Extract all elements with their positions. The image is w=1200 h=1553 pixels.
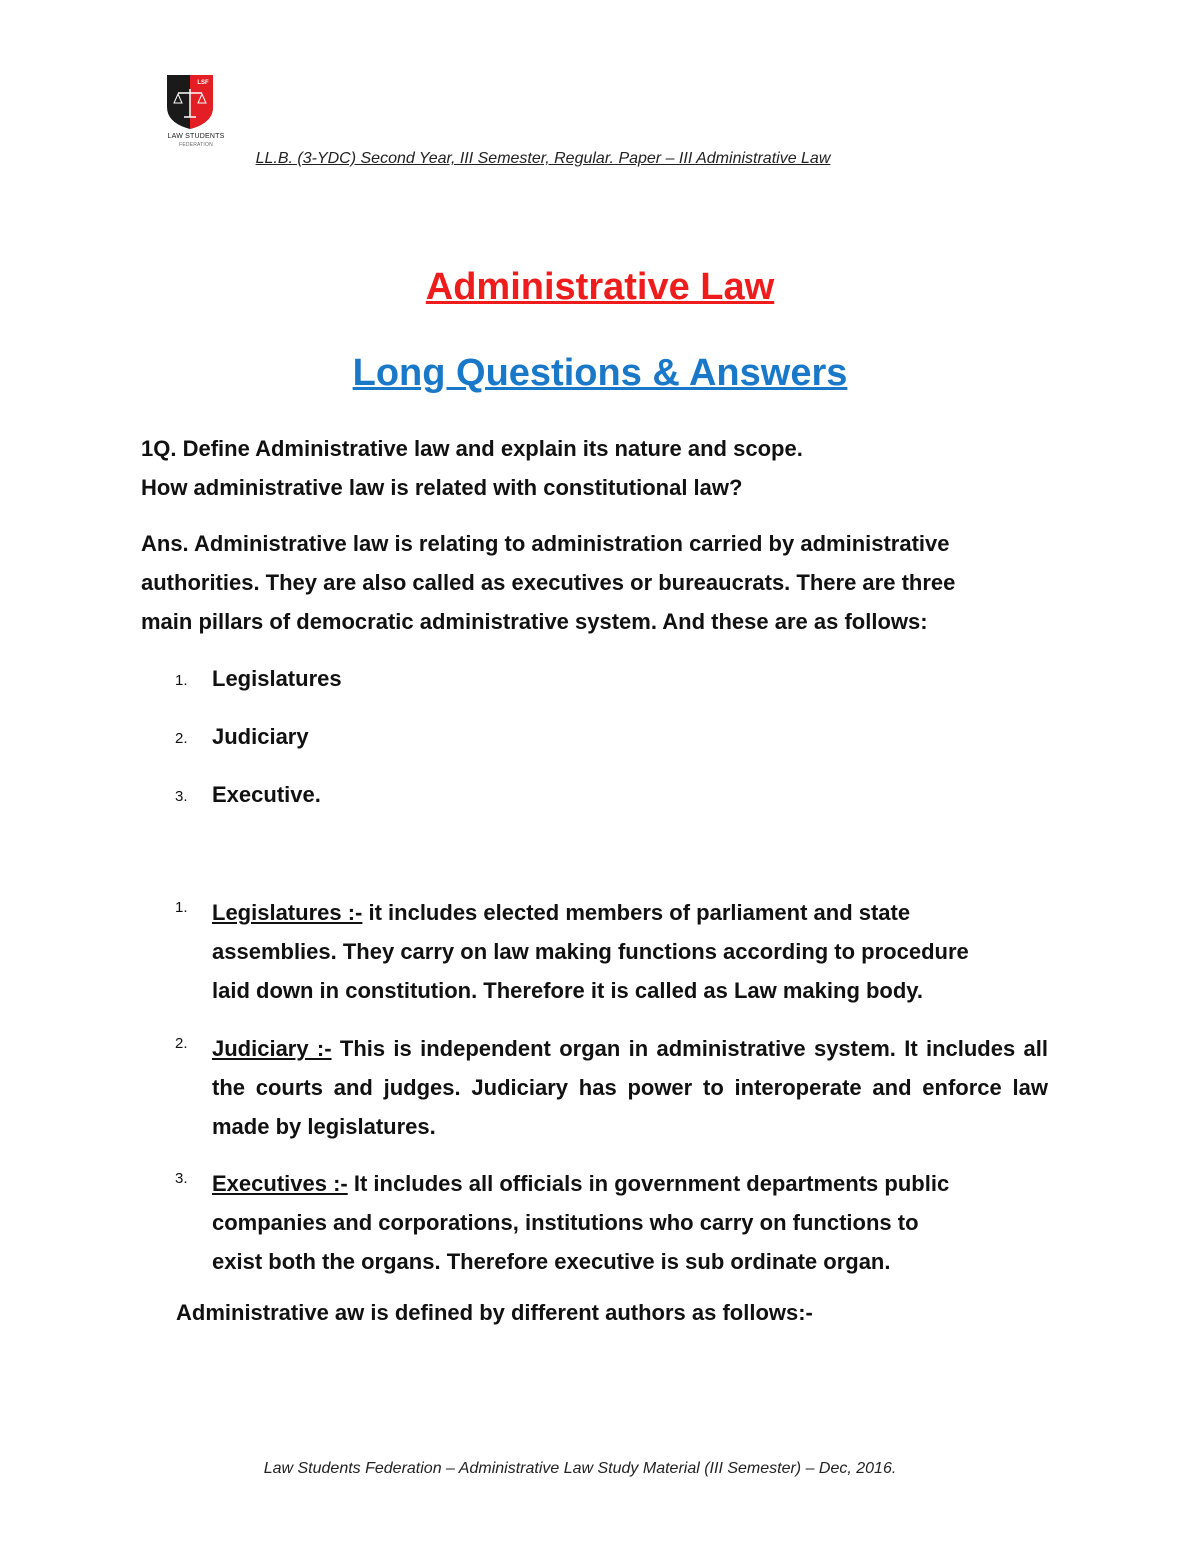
list-number: 3. (175, 1170, 188, 1187)
detail-line-1: it includes elected members of parliament and state (362, 900, 911, 925)
answer-line-1: Ans. Administrative law is relating to administration carried by administrative (141, 531, 950, 556)
detail-text (212, 893, 1048, 1010)
answer-line-3: main pillars of democratic administrative system. And these are as follows: (141, 609, 928, 634)
detail-line-2: companies and corporations, institutions who carry on functions to (212, 1210, 919, 1235)
question-line-1: 1Q. Define Administrative law and explain its nature and scope. (141, 436, 803, 461)
question-line-2: How administrative law is related with constitutional law? (141, 475, 743, 500)
list-label: Executive. (212, 782, 321, 807)
detail-term: Legislatures :- (212, 900, 363, 925)
list-number: 2. (175, 730, 188, 747)
list-number: 1. (175, 899, 188, 916)
logo-caption (163, 133, 229, 149)
detail-line-2: assemblies. They carry on law making functions according to procedure (212, 939, 969, 964)
detail-line-3: exist both the organs. Therefore executive is sub ordinate organ. (212, 1249, 891, 1274)
page-header: LL.B. (3-YDC) Second Year, III Semester, Regular. Paper – III Administrative Law (255, 150, 831, 167)
detail-line-3: laid down in constitution. Therefore it is called as Law making body. (212, 978, 924, 1003)
svg-text:LSF: LSF (197, 80, 209, 86)
detail-text (212, 1029, 1048, 1146)
page-subtitle: Long Questions & Answers (352, 352, 848, 394)
detail-term: Judiciary :- (212, 1036, 332, 1061)
lsf-logo (163, 73, 229, 153)
list-number: 3. (175, 788, 188, 805)
answer-intro (141, 524, 1051, 641)
logo-caption-line2: FEDERATION (179, 142, 213, 148)
answer-line-2: authorities. They are also called as executives or bureaucrats. There are three (141, 570, 956, 595)
shield-scales-icon (165, 73, 215, 131)
logo-caption-line1: LAW STUDENTS (167, 133, 225, 140)
question-block (141, 429, 1051, 507)
page-footer: Law Students Federation – Administrative Law Study Material (III Semester) – Dec, 2016. (263, 1460, 897, 1477)
closing-line: Administrative aw is defined by different authors as follows:- (176, 1300, 813, 1325)
detail-line-1: It includes all officials in government departments public (347, 1171, 950, 1196)
page-title: Administrative Law (425, 266, 775, 308)
detail-text (212, 1164, 1048, 1281)
list-number: 1. (175, 672, 188, 689)
detail-body: This is independent organ in administrative system. It includes all the courts and judges. Judiciary has power to interoperate and enforce law made by legislatures. (212, 1036, 1048, 1139)
list-label: Legislatures (212, 666, 342, 691)
list-label: Judiciary (212, 724, 309, 749)
detail-term: Executives :- (212, 1171, 348, 1196)
list-number: 2. (175, 1035, 188, 1052)
